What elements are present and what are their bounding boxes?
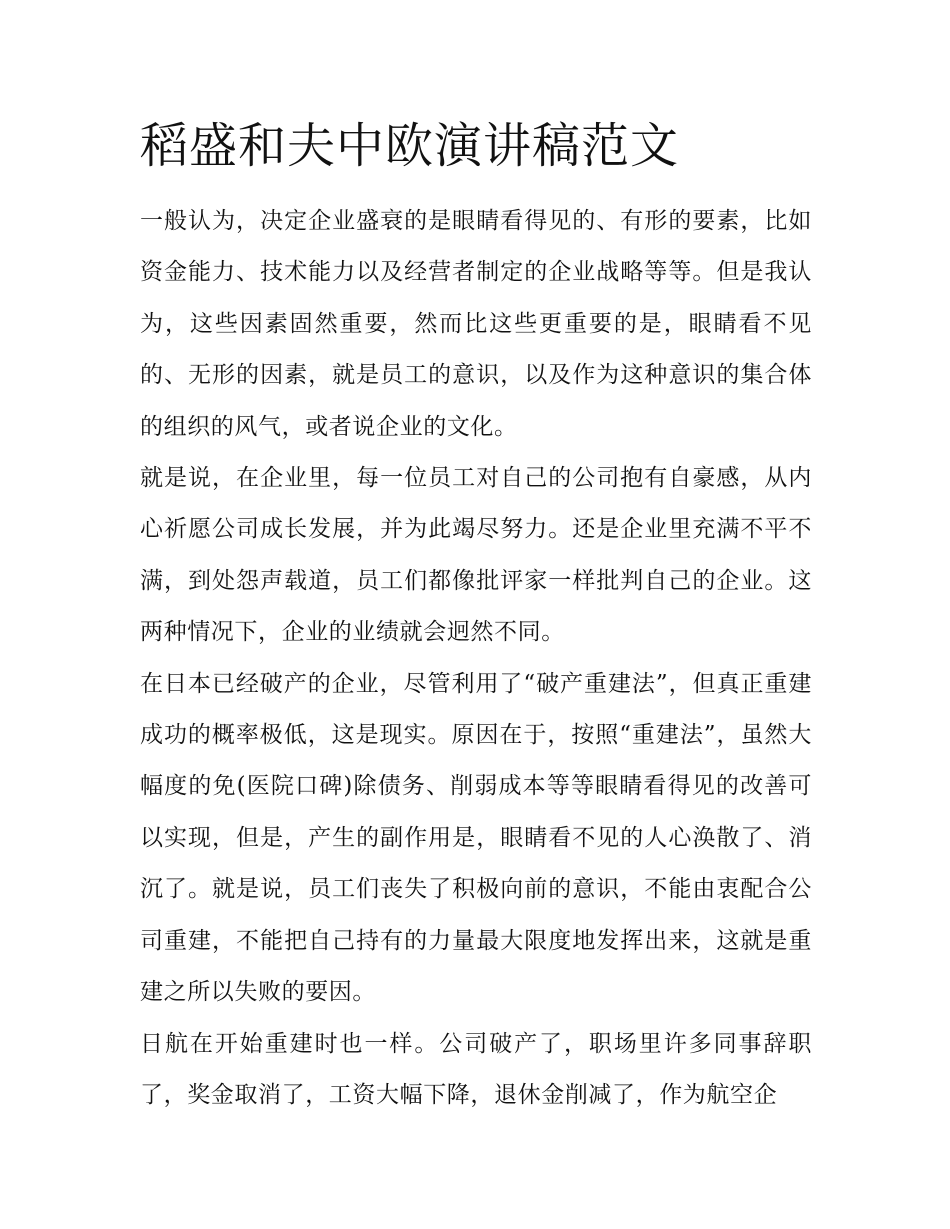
document-body <box>140 196 812 1121</box>
paragraph: 日航在开始重建时也一样。公司破产了，职场里许多同事辞职了，奖金取消了，工资大幅下降，退休金削减了，作为航空企 <box>140 1030 812 1108</box>
document-title: 稻盛和夫中欧演讲稿范文 <box>140 118 680 174</box>
paragraph: 在日本已经破产的企业，尽管利用了“破产重建法”，但真正重建成功的概率极低，这是现实。原因在于，按照“重建法”，虽然大幅度的免(医院口碑)除债务、削弱成本等等眼睛看得见的改善可以实现，但是，产生的副作用是，眼睛看不见的人心涣散了、消沉了。就是说，员工们丧失了积极向前的意识，不能由衷配合公司重建，不能把自己持有的力量最大限度地发挥出来，这就是重建之所以失败的要因。 <box>140 670 812 1006</box>
paragraph: 就是说，在企业里，每一位员工对自己的公司抱有自豪感，从内心祈愿公司成长发展，并为此竭尽努力。还是企业里充满不平不满，到处怨声载道，员工们都像批评家一样批判自己的企业。这两种情况下，企业的业绩就会迥然不同。 <box>140 465 812 646</box>
paragraph: 一般认为，决定企业盛衰的是眼睛看得见的、有形的要素，比如资金能力、技术能力以及经营者制定的企业战略等等。但是我认为，这些因素固然重要，然而比这些更重要的是，眼睛看不见的、无形的因素，就是员工的意识，以及作为这种意识的集合体的组织的风气，或者说企业的文化。 <box>140 208 812 440</box>
